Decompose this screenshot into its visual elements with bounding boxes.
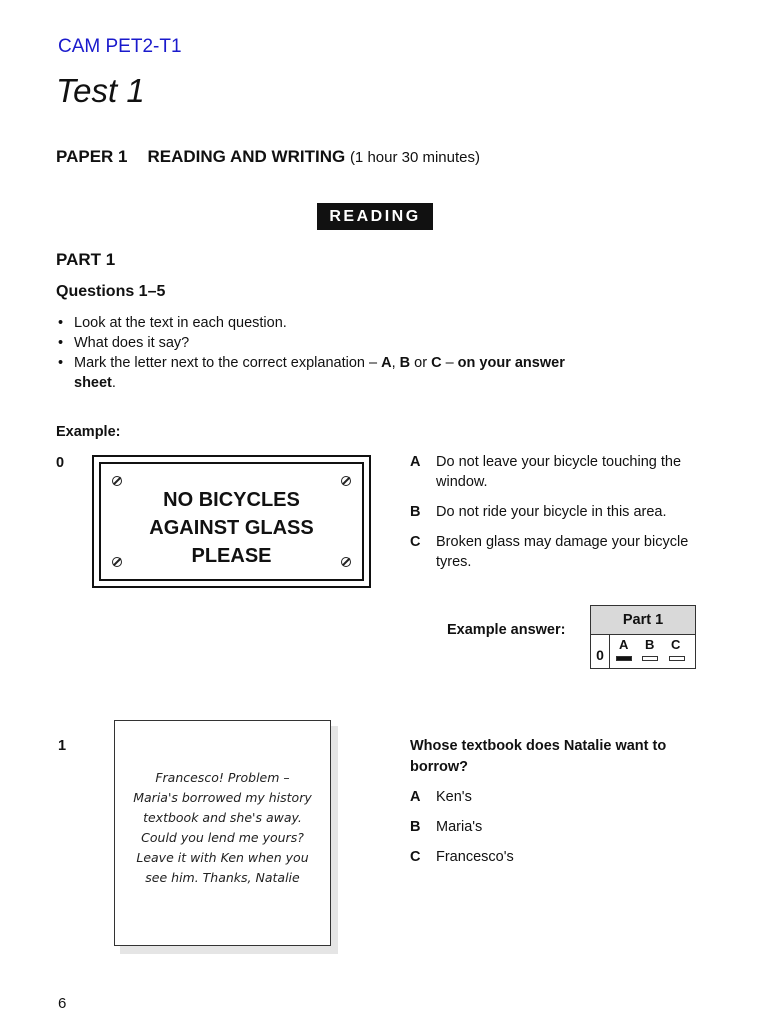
question-note (114, 720, 331, 946)
example-label: Example: (56, 424, 121, 440)
screw-icon (112, 476, 122, 486)
note-line: Maria's borrowed my history (133, 790, 312, 805)
answer-lozenge-a (616, 656, 632, 661)
note-line: Could you lend me yours? (141, 830, 304, 845)
answer-sheet-row (591, 635, 695, 668)
note-line: textbook and she's away. (143, 810, 302, 825)
answer-lozenge-c (669, 656, 685, 661)
example-sign (92, 455, 371, 588)
instruction-item: • Mark the letter next to the correct explanation – A, B or C – on your answer sheet. (58, 355, 565, 391)
answer-row-number: 0 (591, 635, 610, 668)
example-answer-label: Example answer: (447, 622, 566, 638)
document-tag: CAM PET2-T1 (58, 36, 182, 57)
note-line: Francesco! Problem – (155, 770, 290, 785)
question-prompt: Whose textbook does Natalie want to borrow? (410, 738, 667, 775)
part-heading: PART 1 (56, 250, 116, 269)
paper-duration: (1 hour 30 minutes) (349, 149, 481, 166)
answer-sheet-header: Part 1 (591, 606, 695, 635)
example-answer-sheet (590, 605, 696, 669)
bullet-icon: • (58, 335, 64, 351)
sign-inner-frame (99, 462, 364, 581)
instructions-list (56, 313, 576, 393)
bullet-icon: • (58, 315, 64, 331)
screw-icon (341, 476, 351, 486)
note-line: Leave it with Ken when you (136, 850, 309, 865)
section-badge: READING (317, 203, 433, 230)
test-title: Test 1 (56, 72, 145, 109)
paper-heading (56, 147, 480, 167)
answer-letter-c: C (671, 637, 681, 652)
answer-lozenge-b (642, 656, 658, 661)
sign-line: NO BICYCLES (163, 489, 300, 511)
sign-line: AGAINST GLASS (149, 517, 314, 539)
note-line: see him. Thanks, Natalie (145, 870, 300, 885)
page-number: 6 (58, 995, 67, 1012)
answer-letter-b: B (645, 637, 655, 652)
note-text (125, 768, 320, 888)
example-number: 0 (56, 455, 65, 471)
sign-line: PLEASE (191, 545, 272, 567)
instruction-item: • Look at the text in each question. (58, 315, 287, 331)
instruction-item: • What does it say? (58, 335, 190, 351)
answer-letter-a: A (619, 637, 629, 652)
questions-heading: Questions 1–5 (56, 283, 166, 300)
paper-number: PAPER 1 (56, 147, 128, 166)
bullet-icon: • (58, 355, 64, 371)
paper-title: READING AND WRITING (147, 147, 346, 166)
question-number: 1 (58, 738, 67, 754)
sign-text (101, 486, 362, 570)
